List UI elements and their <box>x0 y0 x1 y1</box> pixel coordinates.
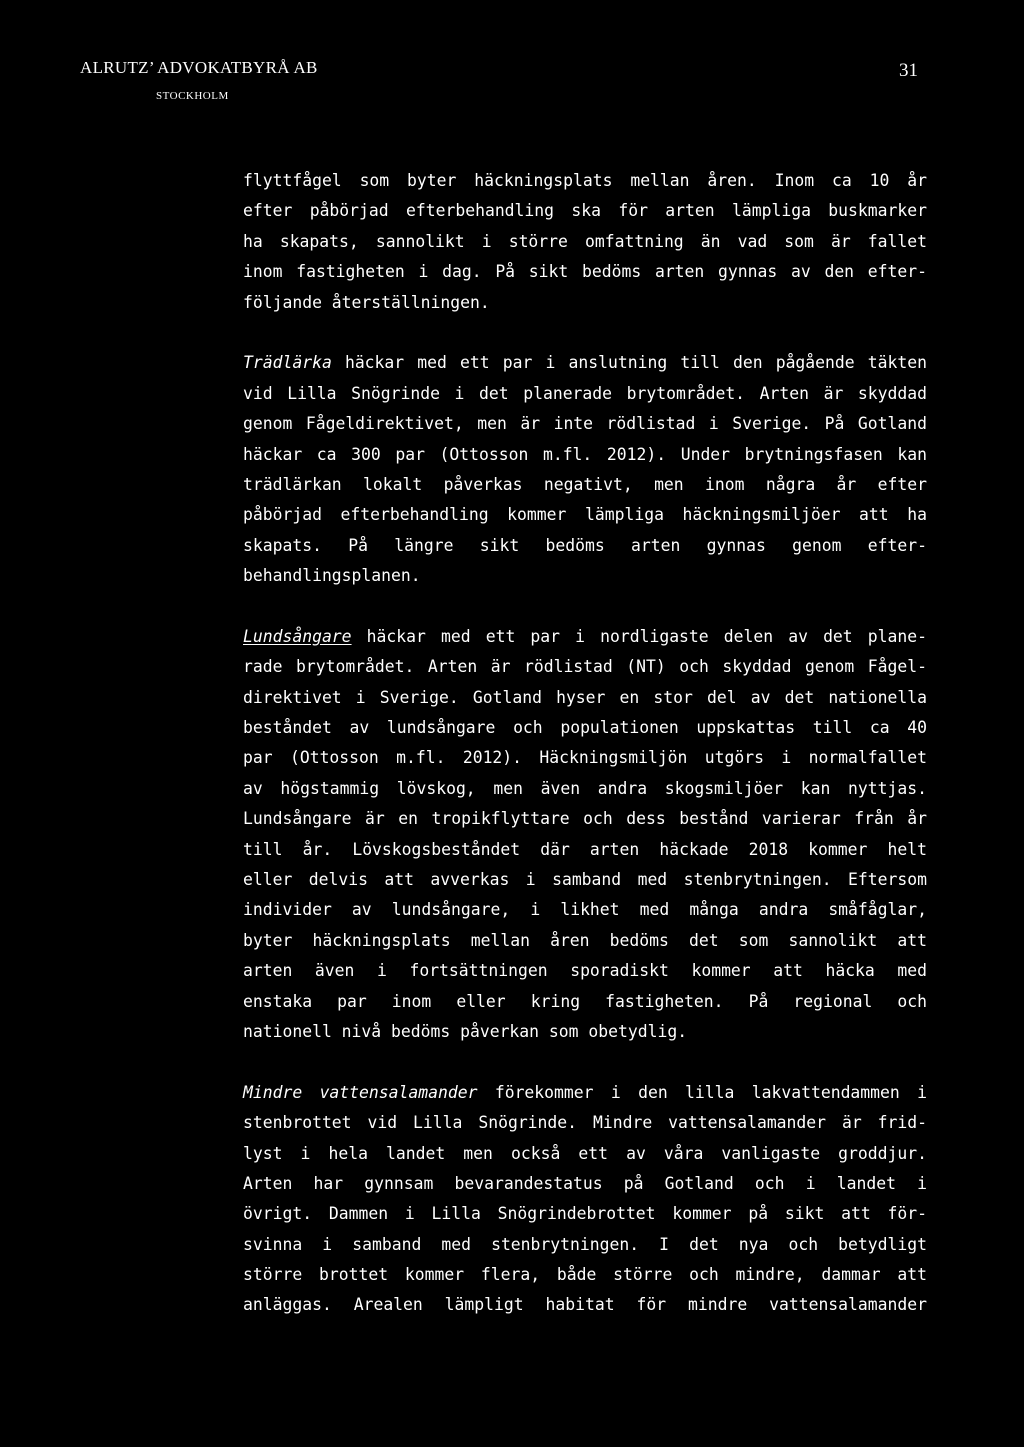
text-line: häckar ca 300 par (Ottosson m.fl. 2012). Under brytningsfasen kan <box>243 444 927 464</box>
text-line: byter häckningsplats mellan åren bedöms det som sannolikt att <box>243 930 927 950</box>
text-line: till år. Lövskogsbeståndet där arten häckade 2018 kommer helt <box>243 839 927 859</box>
species-name: Mindre vattensalamander <box>243 1082 478 1102</box>
paragraph <box>243 1078 927 1321</box>
text-line: påbörjad efterbehandling kommer lämpliga häckningsmiljöer att ha <box>243 505 927 525</box>
firm-city: STOCKHOLM <box>156 90 229 102</box>
text-line: följande återställningen. <box>243 292 490 312</box>
text-line: anläggas. Arealen lämpligt habitat för mindre vattensalamander <box>243 1295 927 1315</box>
text-line: arten även i fortsättningen sporadiskt kommer att häcka med <box>243 961 927 981</box>
paragraph-gap <box>243 1047 927 1077</box>
text-line: eller delvis att avverkas i samband med stenbrytningen. Eftersom <box>243 869 927 889</box>
text-line: stenbrottet vid Lilla Snögrinde. Mindre vattensalamander är frid- <box>243 1113 927 1133</box>
text-line: ha skapats, sannolikt i större omfattning än vad som är fallet <box>243 231 927 251</box>
text-line: lyst i hela landet men också ett av våra vanligaste groddjur. <box>243 1143 927 1163</box>
species-name: Lundsångare <box>243 626 352 646</box>
paragraph-gap <box>243 318 927 348</box>
text-line: svinna i samband med stenbrytningen. I det nya och betydligt <box>243 1234 927 1254</box>
text-line <box>243 622 927 652</box>
text-line: Arten har gynnsam bevarandestatus på Gotland och i landet i <box>243 1173 927 1193</box>
firm-name: ALRUTZ’ ADVOKATBYRÅ AB <box>80 58 318 77</box>
text-line: större brottet kommer flera, både större och mindre, dammar att <box>243 1265 927 1285</box>
page-number: 31 <box>899 60 918 81</box>
text-line: individer av lundsångare, i likhet med många andra småfåglar, <box>243 900 927 920</box>
text-line: nationell nivå bedöms påverkan som obetydlig. <box>243 1021 688 1041</box>
text-line: beståndet av lundsångare och populationen uppskattas till ca 40 <box>243 718 927 738</box>
text-line: behandlingsplanen. <box>243 566 421 586</box>
paragraph-gap <box>243 591 927 621</box>
paragraph <box>243 348 927 591</box>
text-line <box>243 348 927 378</box>
text-line <box>243 1078 927 1108</box>
text-line: inom fastigheten i dag. På sikt bedöms arten gynnas av den efter- <box>243 262 927 282</box>
line-text: häckar med ett par i anslutning till den pågående täkten <box>331 353 927 373</box>
text-line: genom Fågeldirektivet, men är inte rödlistad i Sverige. På Gotland <box>243 414 927 434</box>
paragraph <box>243 622 927 1047</box>
text-line: Lundsångare är en tropikflyttare och dess bestånd varierar från år <box>243 809 927 829</box>
text-line: skapats. På längre sikt bedöms arten gynnas genom efter- <box>243 535 927 555</box>
text-line: flyttfågel som byter häckningsplats mellan åren. Inom ca 10 år <box>243 171 927 190</box>
text-line: rade brytområdet. Arten är rödlistad (NT) och skyddad genom Fågel- <box>243 657 927 677</box>
text-line: vid Lilla Snögrinde i det planerade brytområdet. Arten är skyddad <box>243 383 927 403</box>
species-name: Trädlärka <box>243 353 332 373</box>
text-line: trädlärkan lokalt påverkas negativt, men inom några år efter <box>243 474 927 494</box>
line-text: förekommer i den lilla lakvattendammen i <box>477 1082 928 1102</box>
text-line: direktivet i Sverige. Gotland hyser en stor del av det nationella <box>243 687 927 707</box>
line-text: häckar med ett par i nordligaste delen av det plane- <box>351 626 927 646</box>
text-line: par (Ottosson m.fl. 2012). Häckningsmiljön utgörs i normalfallet <box>243 748 927 768</box>
text-line: övrigt. Dammen i Lilla Snögrindebrottet kommer på sikt att för- <box>243 1204 927 1224</box>
text-line: enstaka par inom eller kring fastigheten. På regional och <box>243 991 927 1011</box>
paragraph <box>243 166 927 318</box>
text-line: efter påbörjad efterbehandling ska för arten lämpliga buskmarker <box>243 201 927 221</box>
body-text <box>243 166 927 1321</box>
text-line: av högstammig lövskog, men även andra skogsmiljöer kan nyttjas. <box>243 778 927 798</box>
